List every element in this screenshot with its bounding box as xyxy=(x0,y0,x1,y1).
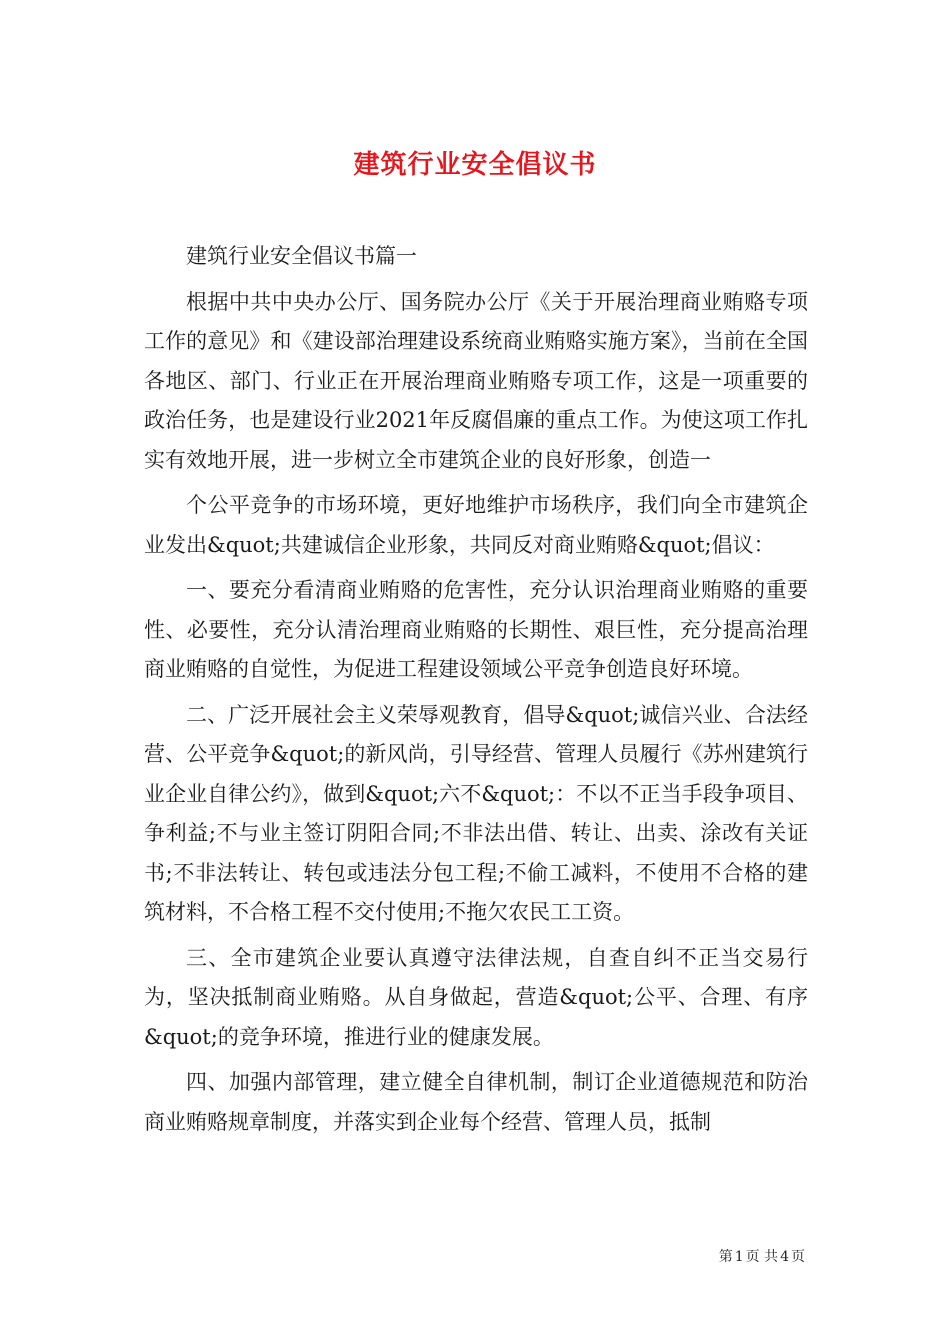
document-body xyxy=(144,237,808,1142)
page-title: 建筑行业安全倡议书 xyxy=(353,150,597,181)
paragraph: 三、全市建筑企业要认真遵守法律法规，自查自纠不正当交易行为，坚决抵制商业贿赂。从自身做起，营造&quot;公平、合理、有序&quot;的竞争环境，推进行业的健康发展。 xyxy=(144,945,808,1049)
paragraph: 二、广泛开展社会主义荣辱观教育，倡导&quot;诚信兴业、合法经营、公平竞争&quot;的新风尚，引导经营、管理人员履行《苏州建筑行业企业自律公约》，做到&quot;六不&quot;：不以不正当手段争项目、争利益;不与业主签订阴阳合同;不非法出借、转让、出卖、涂改有关证书;不非法转让、转包或违法分包工程;不偷工减料，不使用不合格的建筑材料，不合格工程不交付使用;不拖欠农民工工资。 xyxy=(144,702,808,924)
paragraph: 根据中共中央办公厅、国务院办公厅《关于开展治理商业贿赂专项工作的意见》和《建设部治理建设系统商业贿赂实施方案》，当前在全国各地区、部门、行业正在开展治理商业贿赂专项工作，这是一项重要的政治任务，也是建设行业2021年反腐倡廉的重点工作。为使这项工作扎实有效地开展，进一步树立全市建筑企业的良好形象，创造一 xyxy=(144,289,808,472)
page-number xyxy=(718,1246,806,1266)
paragraph: 一、要充分看清商业贿赂的危害性，充分认识治理商业贿赂的重要性、必要性，充分认清治理商业贿赂的长期性、艰巨性，充分提高治理商业贿赂的自觉性，为促进工程建设领域公平竞争创造良好环境。 xyxy=(144,578,808,681)
page-number-suffix: 页 xyxy=(791,1249,805,1265)
paragraph: 个公平竞争的市场环境，更好地维护市场秩序，我们向全市建筑企业发出&quot;共建诚信企业形象，共同反对商业贿赂&quot;倡议： xyxy=(144,493,808,557)
section-subheading: 建筑行业安全倡议书篇一 xyxy=(186,244,417,268)
page-number-prefix: 第 xyxy=(718,1249,733,1265)
paragraph: 四、加强内部管理，建立健全自律机制，制订企业道德规范和防治商业贿赂规章制度，并落实到企业每个经营、管理人员，抵制 xyxy=(144,1070,808,1134)
page-number-current: 1 xyxy=(734,1249,744,1265)
page-number-middle: 页 共 xyxy=(745,1249,779,1265)
page-number-total: 4 xyxy=(780,1249,789,1265)
